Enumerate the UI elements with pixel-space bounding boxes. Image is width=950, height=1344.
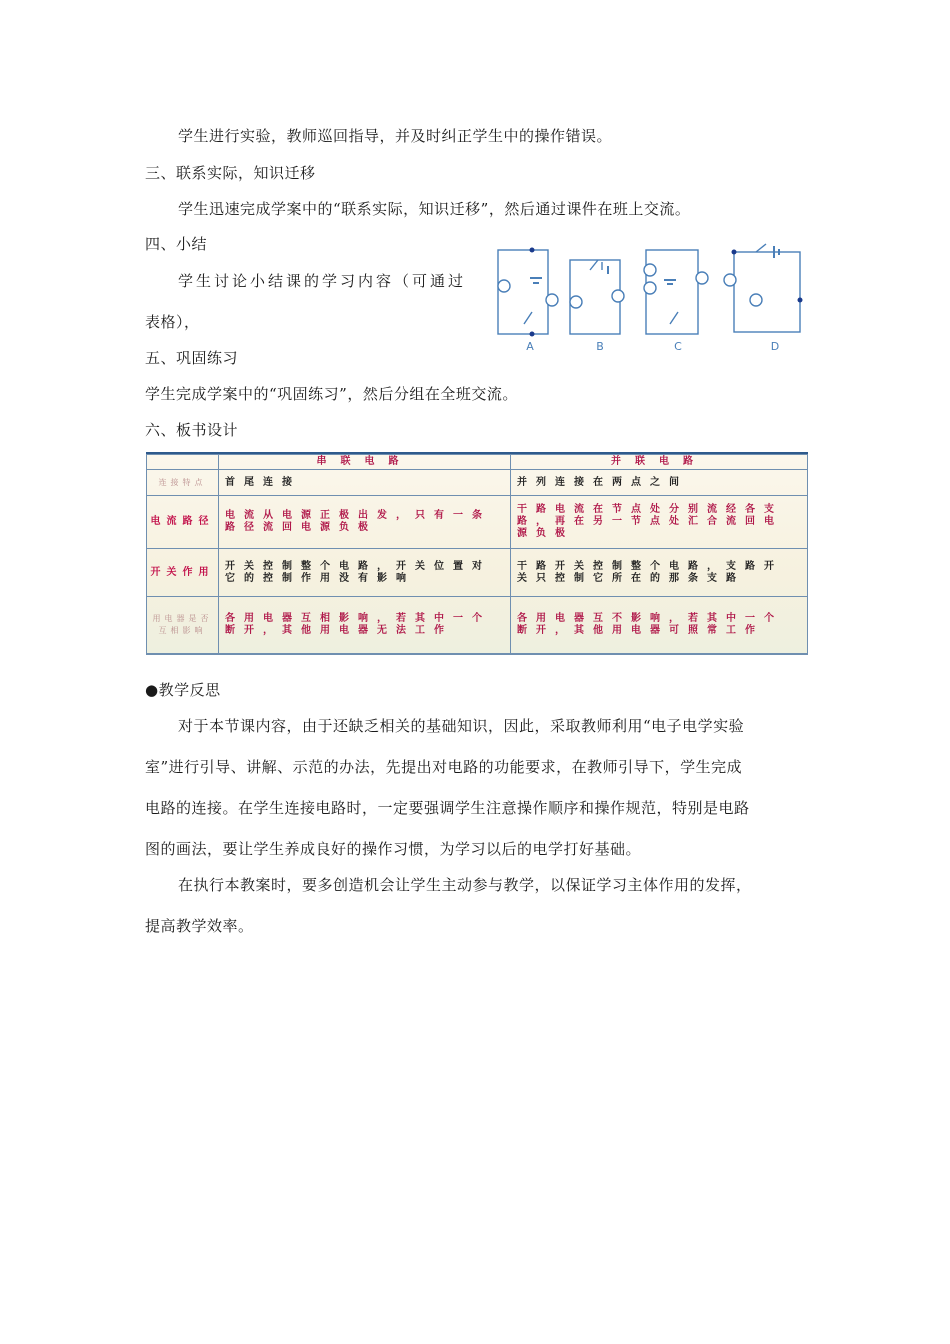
heading-section-6: 六、板书设计 (145, 421, 239, 439)
parallel-title: 并联电路 (511, 455, 808, 470)
row-label-switch: 开关作用 (147, 548, 219, 596)
circuit-label-b: B (596, 340, 604, 353)
reflection-heading: ●教学反思 (145, 681, 221, 699)
circuit-a (498, 250, 558, 334)
row-label-influence: 用电器是否互相影响 (147, 597, 219, 654)
heading-section-3: 三、联系实际，知识迁移 (145, 164, 316, 182)
board-design-table (146, 452, 808, 655)
board-corner (147, 455, 219, 470)
circuit-label-d: D (770, 340, 780, 353)
paragraph-section-4-line2: 表格）， (145, 313, 200, 331)
heading-section-4: 四、小结 (145, 235, 208, 253)
reflection-p1-line1: 对于本节课内容，由于还缺乏相关的基础知识，因此，采取教师利用“电子电学实验 (178, 717, 745, 735)
series-switch: 开关控制整个电路，开关位置对它的控制作用没有影响 (219, 548, 511, 596)
paragraph-section-5: 学生完成学案中的“巩固练习”，然后分组在全班交流。 (145, 385, 518, 403)
row-label-connection: 连接特点 (147, 470, 219, 496)
reflection-p1-line2: 室”进行引导、讲解、示范的办法，先提出对电路的功能要求，在教师引导下，学生完成 (145, 758, 743, 776)
parallel-current-path: 干路电流在节点处分别流经各支路，再在另一节点处汇合流回电源负极 (511, 496, 808, 549)
circuit-b (570, 260, 624, 334)
parallel-switch: 干路开关控制整个电路，支路开关只控制它所在的那条支路 (511, 548, 808, 596)
paragraph-section-3: 学生迅速完成学案中的“联系实际，知识迁移”，然后通过课件在班上交流。 (178, 200, 691, 218)
series-title: 串联电路 (219, 455, 511, 470)
reflection-p1-line3: 电路的连接。在学生连接电路时，一定要强调学生注意操作顺序和操作规范，特别是电路 (145, 799, 750, 817)
board-header-row (147, 455, 808, 470)
circuit-label-c: C (674, 340, 682, 353)
series-influence: 各用电器互相影响，若其中一个断开，其他用电器无法工作 (219, 597, 511, 654)
reflection-p2-line1: 在执行本教案时，要多创造机会让学生主动参与教学，以保证学习主体作用的发挥， (178, 876, 752, 894)
board-row-current-path (147, 496, 808, 549)
board-row-switch (147, 548, 808, 596)
row-label-current-path: 电流路径 (147, 496, 219, 549)
series-current-path: 电流从电源正极出发，只有一条路径流回电源负极 (219, 496, 511, 549)
paragraph-section-4-line1: 学生讨论小结课的学习内容（可通过 (178, 272, 467, 290)
circuit-diagrams (488, 240, 813, 360)
parallel-connection: 并列连接在两点之间 (511, 470, 808, 496)
paragraph-experiment: 学生进行实验，教师巡回指导，并及时纠正学生中的操作错误。 (178, 127, 613, 145)
board-row-influence (147, 597, 808, 654)
circuit-c (644, 250, 708, 334)
series-connection: 首尾连接 (219, 470, 511, 496)
reflection-p2-line2: 提高教学效率。 (145, 917, 254, 935)
reflection-p1-line4: 图的画法，要让学生养成良好的操作习惯，为学习以后的电学打好基础。 (145, 840, 642, 858)
parallel-influence: 各用电器互不影响，若其中一个断开，其他用电器可照常工作 (511, 597, 808, 654)
circuit-label-a: A (526, 340, 534, 353)
circuit-d (724, 244, 800, 332)
board-row-connection (147, 470, 808, 496)
heading-section-5: 五、巩固练习 (145, 349, 239, 367)
